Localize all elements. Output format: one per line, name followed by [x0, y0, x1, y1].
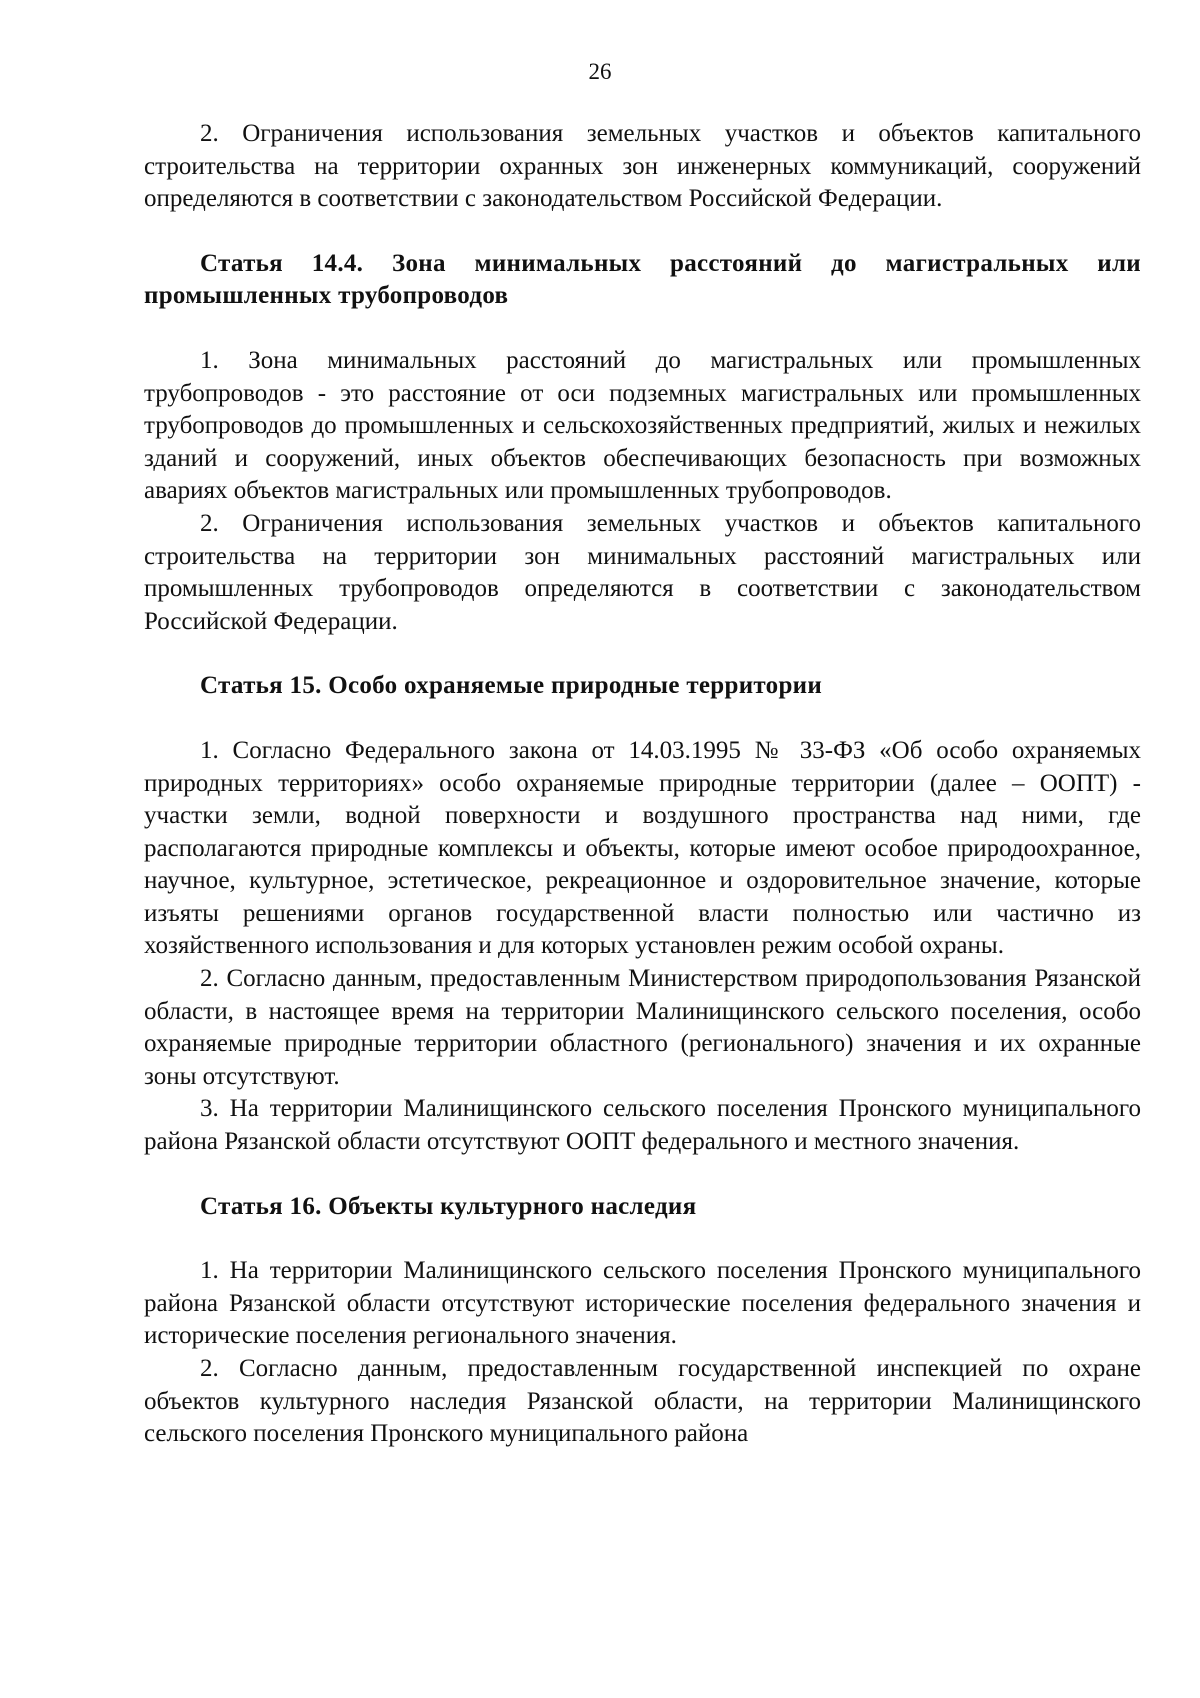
heading-article-15: Статья 15. Особо охраняемые природные территории — [200, 672, 823, 700]
paragraph-15-item-1: 1. Согласно Федерального закона от 14.03.1995 № 33-ФЗ «Об особо охраняемых природных территориях» особо охраняемые природные территории (далее – ООПТ) - участки земли, водной поверхности и воздушного пространства над ними, где располагаются природные комплексы и объекты, которые имеют особое природоохранное, научное, культурное, эстетическое, рекреационное и оздоровительное значение, которые изъяты решениями органов государственной власти полностью или частично из хозяйственного использования и для которых установлен режим особой охраны. — [144, 736, 1141, 960]
paragraph-16-item-1: 1. На территории Малинищинского сельского поселения Пронского муниципального района Рязанской области отсутствуют исторические поселения федерального значения и исторические поселения регионального значения. — [144, 1257, 1141, 1350]
document-body — [144, 118, 1141, 1451]
paragraph-14-4-item-2: 2. Ограничения использования земельных участков и объектов капитального строительства на территории зон минимальных расстояний магистральных или промышленных трубопроводов определяются в соответствии с законодательством Российской Федерации. — [144, 509, 1141, 635]
paragraph-14-4-item-1: 1. Зона минимальных расстояний до магистральных или промышленных трубопроводов - это расстояние от оси подземных магистральных или промышленных трубопроводов до промышленных и сельскохозяйственных предприятий, жилых и нежилых зданий и сооружений, иных объектов обеспечивающих безопасность при возможных авариях объектов магистральных или промышленных трубопроводов. — [144, 346, 1141, 505]
paragraph-15-item-2: 2. Согласно данным, предоставленным Министерством природопользования Рязанской области, в настоящее время на территории Малинищинского сельского поселения, особо охраняемые природные территории областного (регионального) значения и их охранные зоны отсутствуют. — [144, 965, 1141, 1090]
paragraph-14-3-item-2: 2. Ограничения использования земельных участков и объектов капитального строительства на территории охранных зон инженерных коммуникаций, сооружений определяются в соответствии с законодательством Российской Федерации. — [144, 120, 1141, 213]
paragraph-16-item-2: 2. Согласно данным, предоставленным государственной инспекцией по охране объектов культурного наследия Рязанской области, на территории Малинищинского сельского поселения Пронского муниципального района — [144, 1355, 1141, 1448]
paragraph-15-item-3: 3. На территории Малинищинского сельского поселения Пронского муниципального района Рязанской области отсутствуют ООПТ федерального и местного значения. — [144, 1095, 1141, 1156]
heading-article-16: Статья 16. Объекты культурного наследия — [200, 1192, 697, 1220]
page-number: 26 — [588, 59, 612, 84]
heading-article-14-4: Статья 14.4. Зона минимальных расстояний до магистральных или промышленных трубопроводов — [144, 249, 1141, 310]
